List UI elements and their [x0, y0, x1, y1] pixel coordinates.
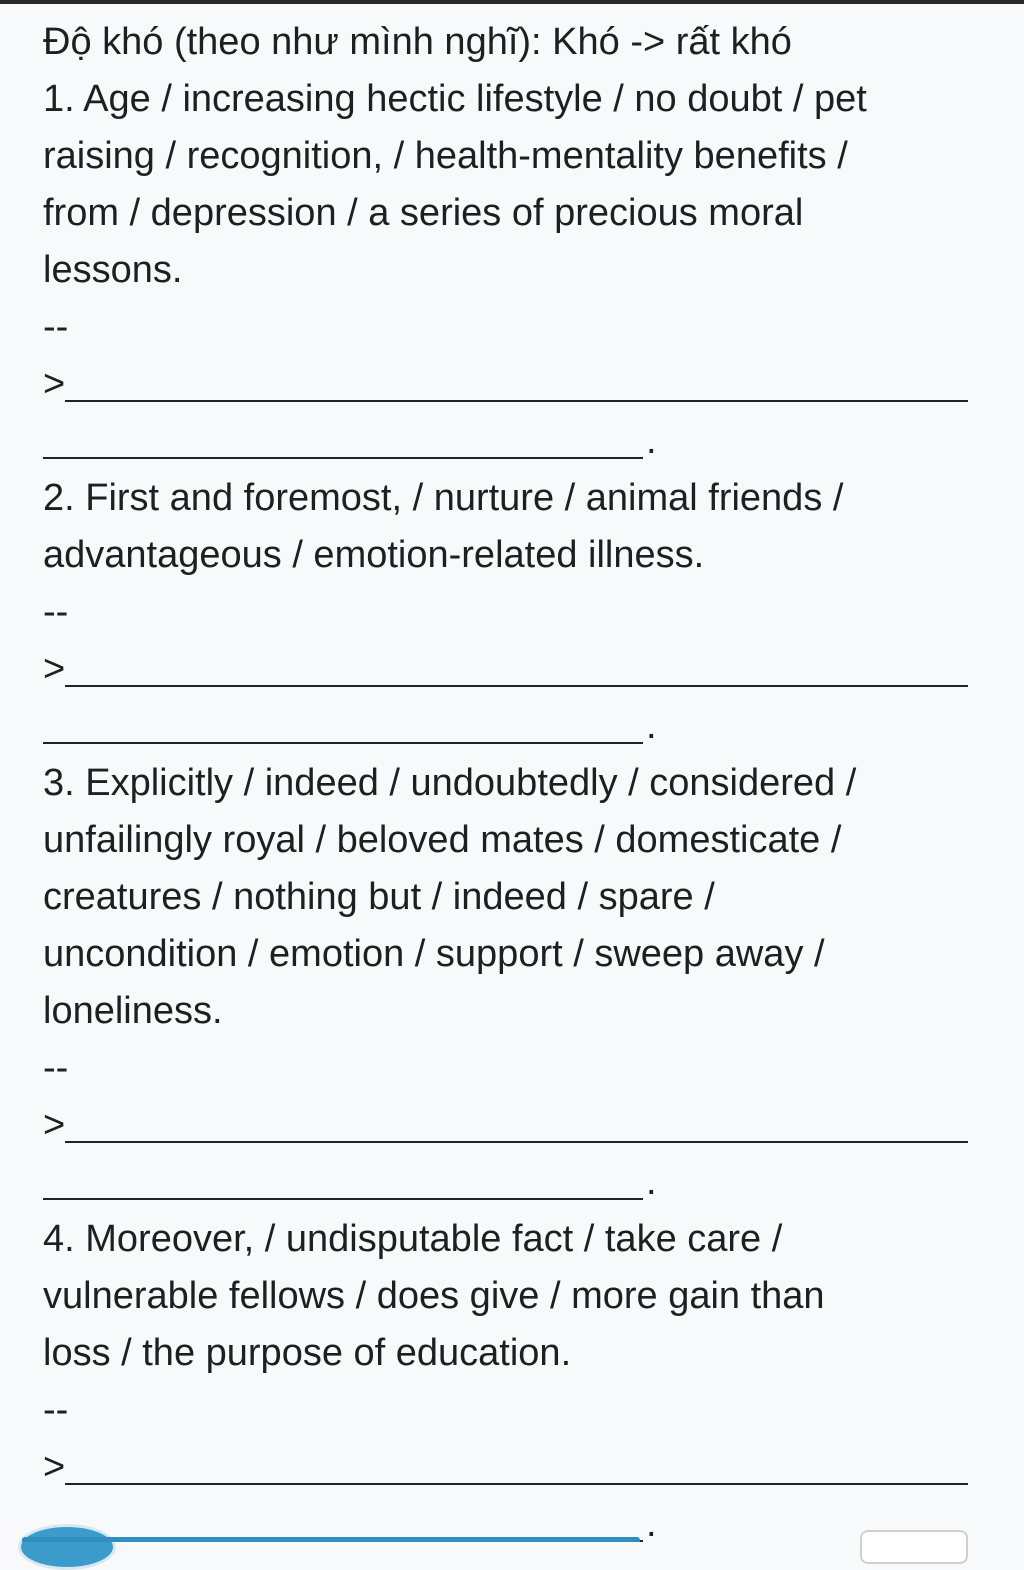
question-1-line-1: 1. Age / increasing hectic lifestyle / no doubt / pet — [43, 78, 867, 120]
question-3-line-1: 3. Explicitly / indeed / undoubtedly / considered / — [43, 762, 857, 804]
answer-arrow: > — [43, 1446, 66, 1488]
question-4-line-2: vulnerable fellows / does give / more gain than — [43, 1275, 825, 1317]
floating-action-button[interactable] — [18, 1524, 116, 1570]
answer-blank — [65, 400, 968, 402]
answer-blank — [65, 1141, 968, 1143]
answer-line — [43, 1439, 983, 1496]
answer-period: . — [646, 1161, 657, 1203]
answer-line-end — [43, 698, 983, 755]
question-3-line-4: uncondition / emotion / support / sweep away / — [43, 933, 825, 975]
answer-line — [43, 356, 983, 413]
answer-blank — [43, 742, 643, 744]
answer-blank — [43, 457, 643, 459]
answer-line-end — [43, 1496, 983, 1553]
question-4-line-3: loss / the purpose of education. — [43, 1332, 572, 1374]
question-3-line-2: unfailingly royal / beloved mates / domesticate / — [43, 819, 842, 861]
top-border — [0, 0, 1024, 4]
question-4-line-1: 4. Moreover, / undisputable fact / take care / — [43, 1218, 783, 1260]
answer-blank — [43, 1198, 643, 1200]
question-3-line-5: loneliness. — [43, 990, 223, 1032]
difficulty-heading: Độ khó (theo như mình nghĩ): Khó -> rất khó — [43, 21, 792, 63]
question-3-line-3: creatures / nothing but / indeed / spare / — [43, 876, 715, 918]
question-4 — [43, 1211, 983, 1553]
answer-blank — [65, 685, 968, 687]
answer-arrow: > — [43, 1104, 66, 1146]
answer-arrow: > — [43, 363, 66, 405]
answer-period: . — [646, 1503, 657, 1545]
question-1-line-3: from / depression / a series of precious moral — [43, 192, 804, 234]
bottom-accent-bar — [22, 1537, 640, 1542]
answer-line — [43, 641, 983, 698]
question-3 — [43, 755, 983, 1211]
question-1 — [43, 71, 983, 470]
answer-line-end — [43, 1154, 983, 1211]
answer-line-end — [43, 413, 983, 470]
bottom-chip[interactable] — [860, 1530, 968, 1564]
separator: -- — [43, 591, 69, 633]
question-2 — [43, 470, 983, 755]
separator: -- — [43, 306, 69, 348]
exercise-document — [43, 14, 983, 1553]
answer-blank — [65, 1483, 968, 1485]
question-2-line-1: 2. First and foremost, / nurture / animal friends / — [43, 477, 844, 519]
answer-arrow: > — [43, 648, 66, 690]
question-1-line-4: lessons. — [43, 249, 183, 291]
separator: -- — [43, 1047, 69, 1089]
answer-period: . — [646, 705, 657, 747]
question-2-line-2: advantageous / emotion-related illness. — [43, 534, 705, 576]
separator: -- — [43, 1389, 69, 1431]
answer-period: . — [646, 420, 657, 462]
answer-line — [43, 1097, 983, 1154]
question-1-line-2: raising / recognition, / health-mentality benefits / — [43, 135, 848, 177]
